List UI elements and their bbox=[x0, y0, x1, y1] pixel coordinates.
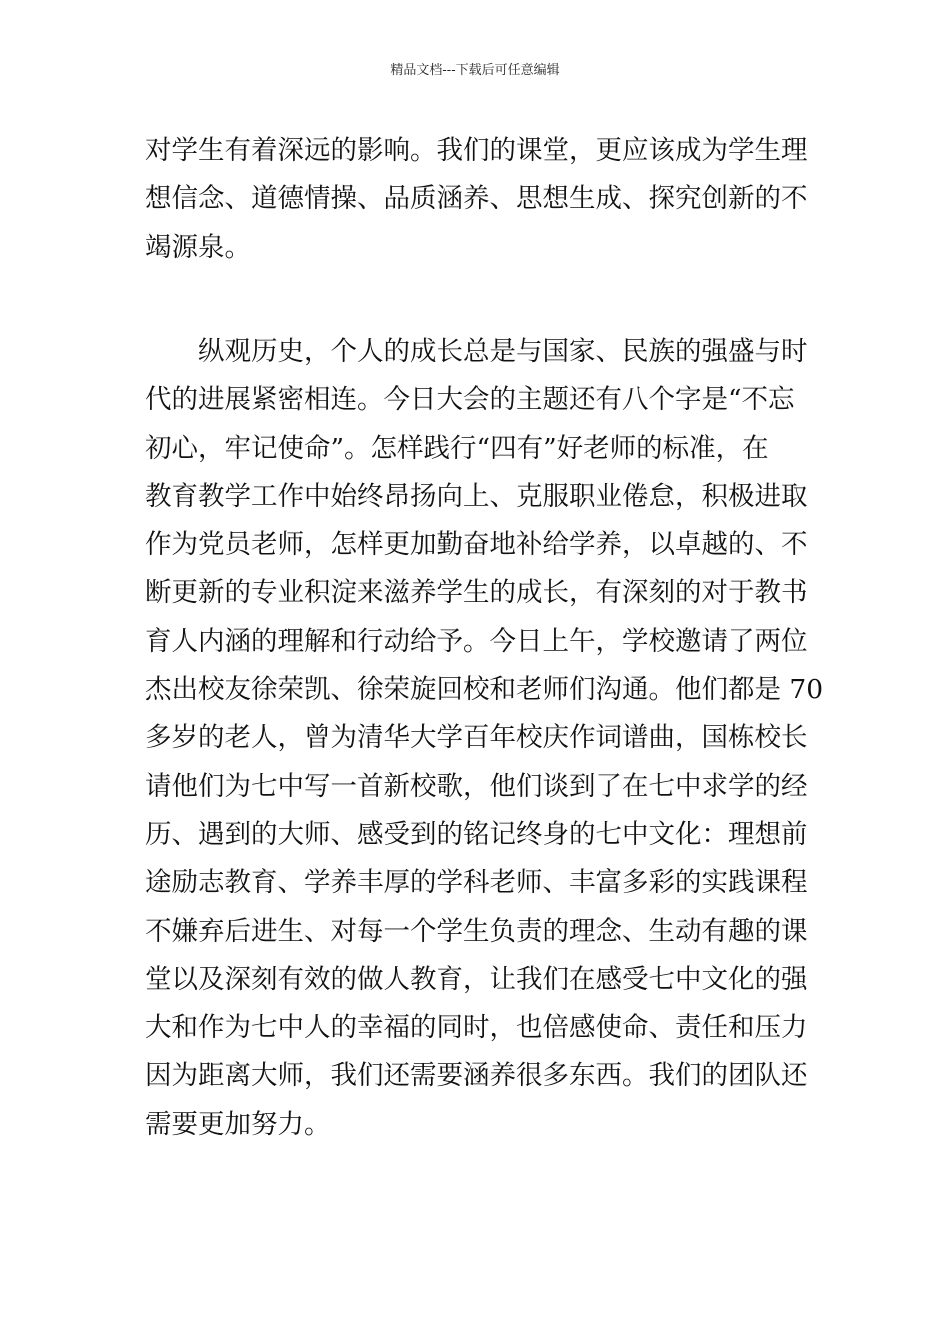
paragraph-1 bbox=[145, 127, 808, 272]
text-line: 请他们为七中写一首新校歌，他们谈到了在七中求学的经 bbox=[145, 770, 808, 802]
text-line: 作为党员老师，怎样更加勤奋地补给学养，以卓越的、不 bbox=[145, 529, 808, 561]
text-line: 不嫌弃后进生、对每一个学生负责的理念、生动有趣的课 bbox=[145, 915, 808, 947]
text-line: 杰出校友徐荣凯、徐荣旋回校和老师们沟通。他们都是 70 bbox=[145, 674, 824, 706]
text-line: 堂以及深刻有效的做人教育，让我们在感受七中文化的强 bbox=[145, 963, 808, 995]
text-line: 教育教学工作中始终昂扬向上、克服职业倦怠，积极进取 bbox=[145, 480, 808, 512]
text-line: 初心，牢记使命”。怎样践行“四有”好老师的标准，在 bbox=[145, 432, 769, 464]
text-line: 需要更加努力。 bbox=[145, 1108, 331, 1140]
text-line: 多岁的老人，曾为清华大学百年校庆作词谱曲，国栋校长 bbox=[145, 722, 808, 754]
text-line: 纵观历史，个人的成长总是与国家、民族的强盛与时 bbox=[145, 336, 808, 367]
page-header: 精品文档---下载后可任意编辑 bbox=[390, 63, 560, 78]
text-line: 因为距离大师，我们还需要涵养很多东西。我们的团队还 bbox=[145, 1060, 808, 1092]
text-line: 想信念、道德情操、品质涵养、思想生成、探究创新的不 bbox=[145, 183, 808, 215]
text-line: 对学生有着深远的影响。我们的课堂，更应该成为学生理 bbox=[145, 135, 808, 166]
text-line: 竭源泉。 bbox=[145, 231, 251, 263]
text-line: 断更新的专业积淀来滋养学生的成长，有深刻的对于教书 bbox=[145, 577, 808, 609]
text-line: 大和作为七中人的幸福的同时，也倍感使命、责任和压力 bbox=[145, 1012, 808, 1044]
text-line: 育人内涵的理解和行动给予。今日上午，学校邀请了两位 bbox=[145, 625, 808, 657]
text-line: 途励志教育、学养丰厚的学科老师、丰富多彩的实践课程 bbox=[145, 867, 808, 899]
paragraph-2 bbox=[145, 328, 823, 1149]
text-line: 代的进展紧密相连。今日大会的主题还有八个字是“不忘 bbox=[145, 384, 795, 416]
text-line: 历、遇到的大师、感受到的铭记终身的七中文化：理想前 bbox=[145, 818, 808, 850]
